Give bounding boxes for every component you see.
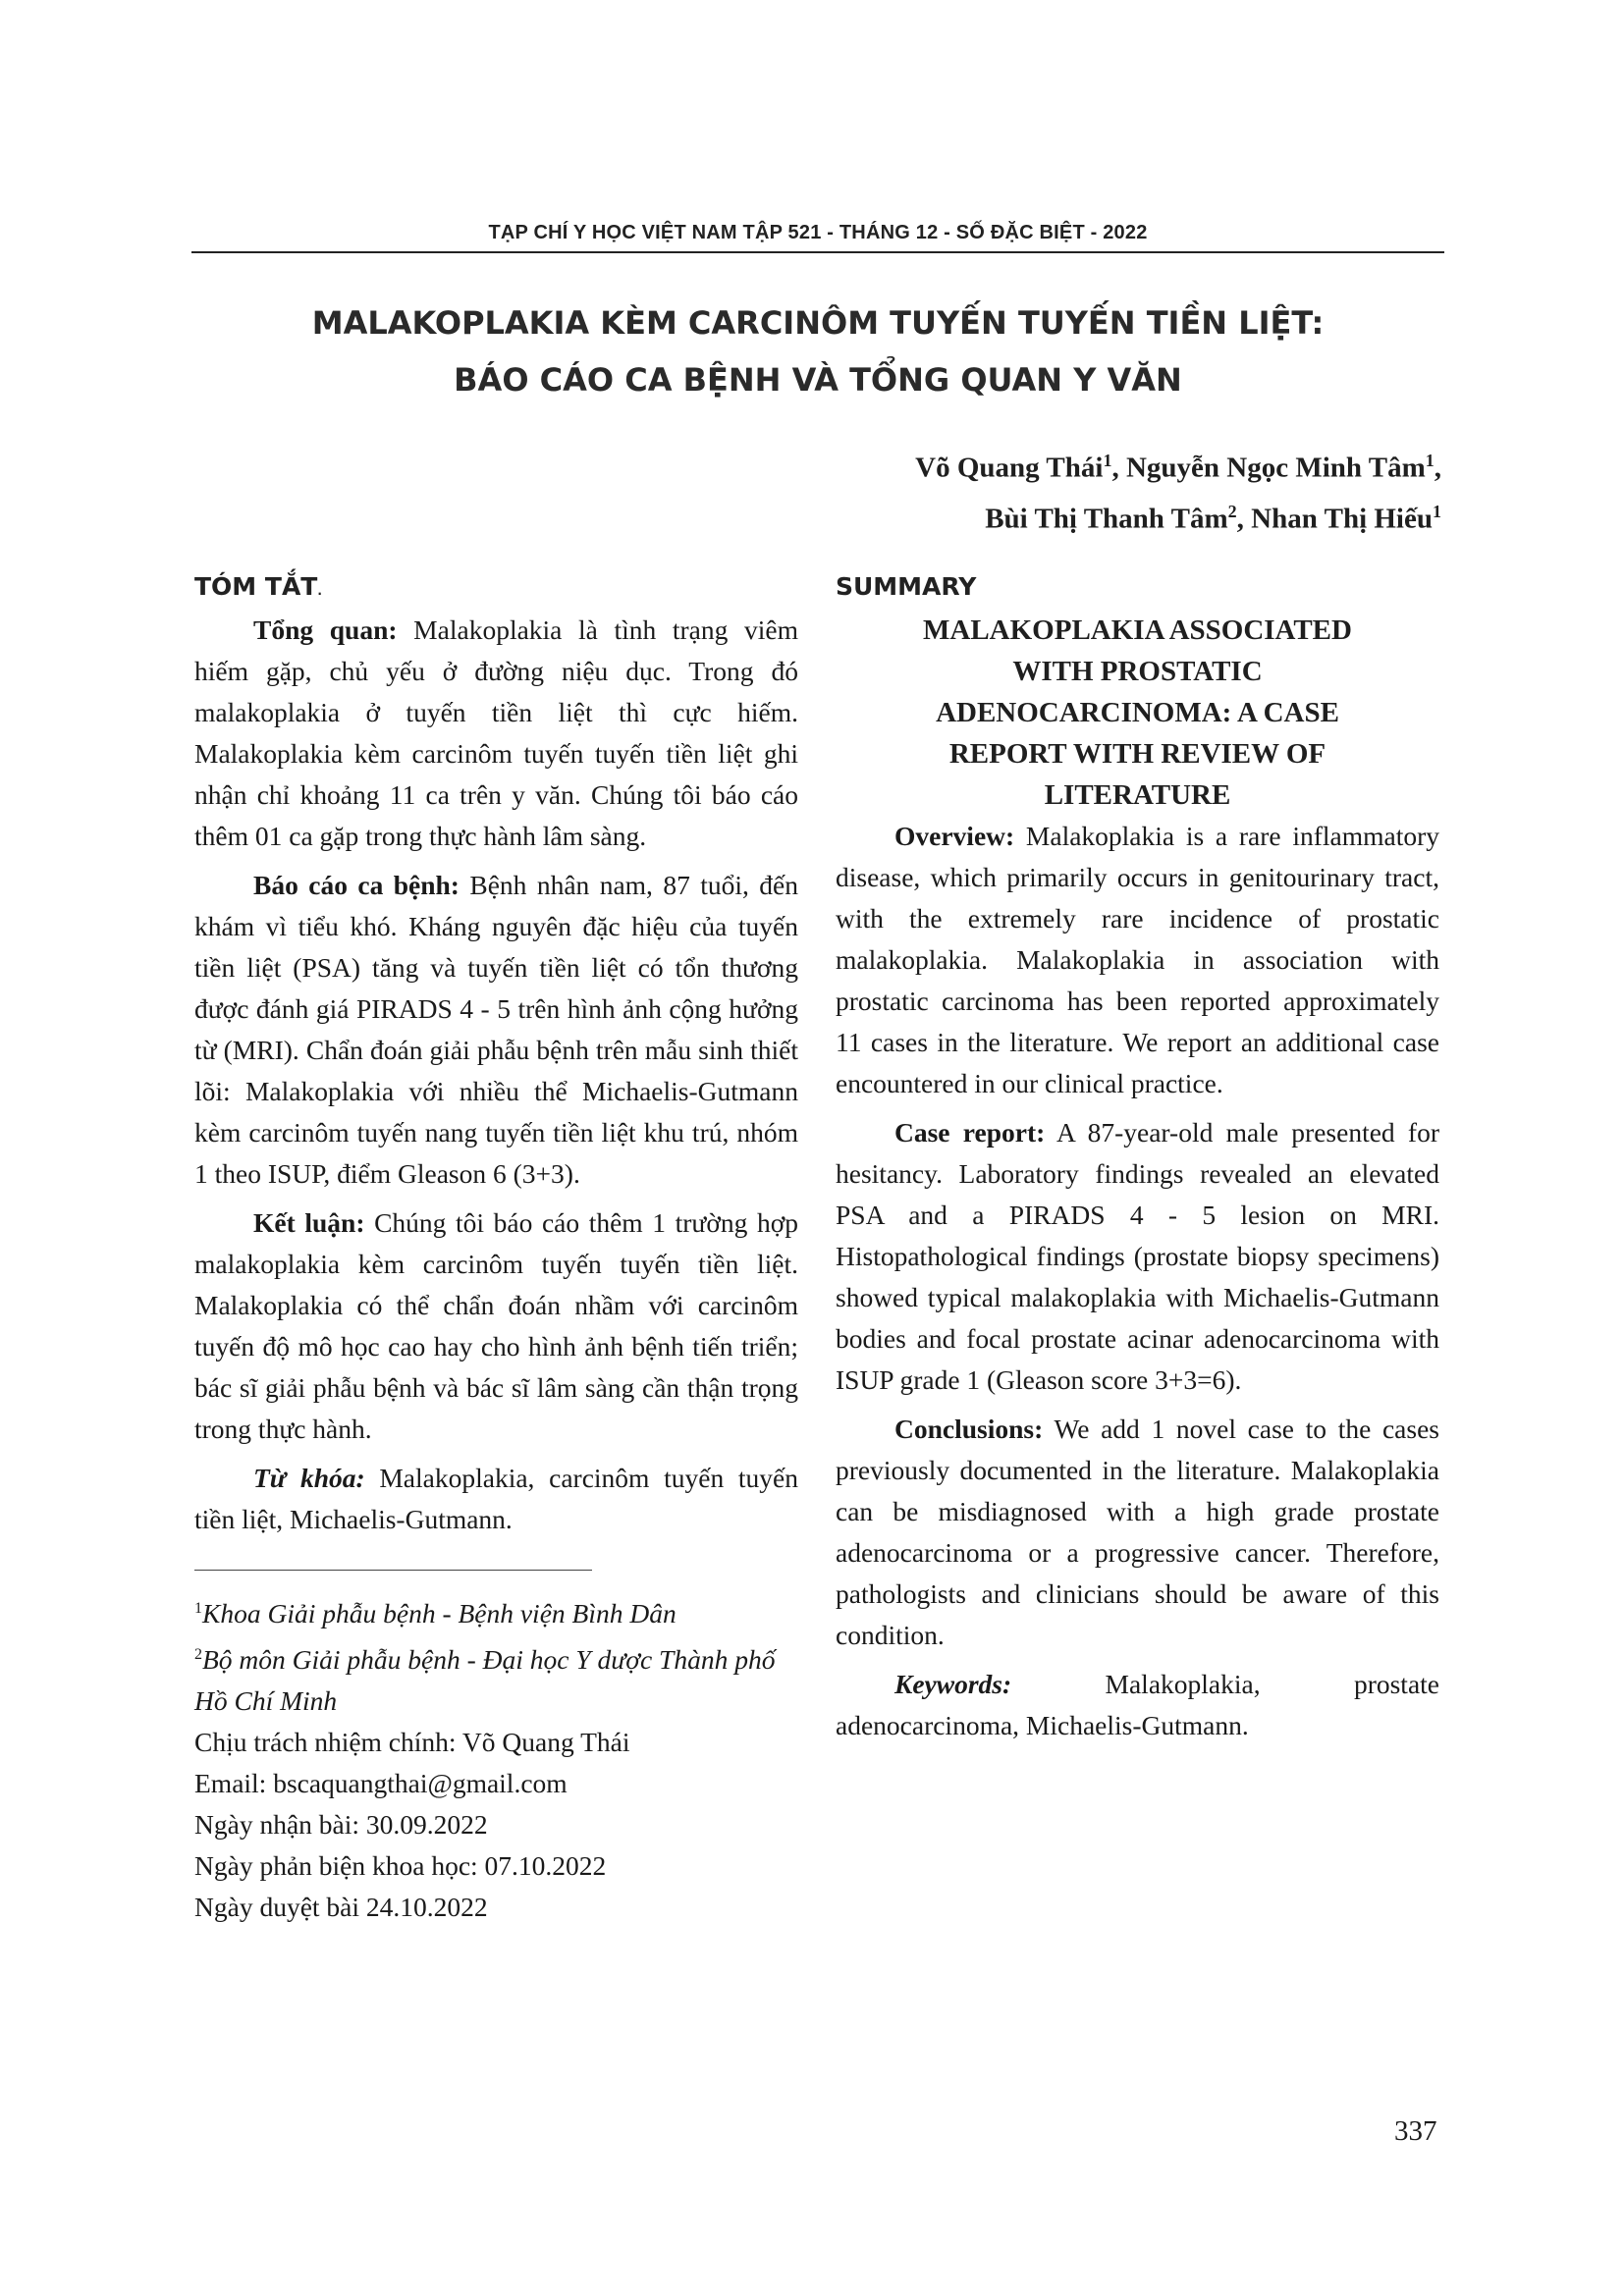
header-rule xyxy=(191,251,1444,253)
paragraph-label: Overview: xyxy=(894,821,1015,851)
title-line-1: MALAKOPLAKIA KÈM CARCINÔM TUYẾN TUYẾN TIỀN LIỆT: xyxy=(311,304,1325,342)
vietnamese-abstract-column xyxy=(194,564,798,1928)
footnote-email: Email: bscaquangthai@gmail.com xyxy=(194,1768,568,1799)
paragraph-text: Malakoplakia là tình trạng viêm hiếm gặp, chủ yếu ở đường niệu dục. Trong đó malakoplakia ở tuyến tiền liệt thì cực hiếm. Malakoplakia kèm carcinôm tuyến tuyến tiền liệt ghi nhận chỉ khoảng 11 ca trên y văn. Chúng tôi báo cáo thêm 01 ca gặp trong thực hành lâm sàng. xyxy=(194,614,798,851)
footnote-received-date: Ngày nhận bài: 30.09.2022 xyxy=(194,1809,488,1841)
author-name: Bùi Thị Thanh Tâm xyxy=(985,503,1228,535)
footnote-text: Bộ môn Giải phẫu bệnh - Đại học Y dược Thành phố Hồ Chí Minh xyxy=(194,1644,776,1717)
paragraph-text: Malakoplakia, prostate adenocarcinoma, Michaelis-Gutmann. xyxy=(836,1669,1439,1740)
author-affiliation: 1 xyxy=(1425,451,1435,470)
author-name: Võ Quang Thái xyxy=(915,452,1104,484)
abstract-paragraph-overview xyxy=(194,610,798,857)
paragraph-label: Tổng quan: xyxy=(253,614,398,645)
section-heading-text: TÓM TẮT xyxy=(194,572,318,601)
paragraph-label: Báo cáo ca bệnh: xyxy=(253,870,460,900)
english-summary-column xyxy=(836,564,1439,1754)
footnote-responsible: Chịu trách nhiệm chính: Võ Quang Thái xyxy=(194,1727,630,1758)
paragraph-text: Malakoplakia, carcinôm tuyến tuyến tiền liệt, Michaelis-Gutmann. xyxy=(194,1463,798,1534)
paragraph-text: Bệnh nhân nam, 87 tuổi, đến khám vì tiểu khó. Kháng nguyên đặc hiệu của tuyến tiền liệt (PSA) tăng và tuyến tiền liệt có tổn thương được đánh giá PIRADS 4 - 5 trên hình ảnh cộng hưởng từ (MRI). Chẩn đoán giải phẫu bệnh trên mẫu sinh thiết lõi: Malakoplakia với nhiều thể Michaelis-Gutmann kèm carcinôm tuyến nang tuyến tiền liệt khu trú, nhóm 1 theo ISUP, điểm Gleason 6 (3+3). xyxy=(194,870,798,1189)
section-heading-tom-tat xyxy=(194,564,798,610)
paragraph-label: Từ khóa: xyxy=(253,1463,365,1493)
summary-paragraph-keywords xyxy=(836,1664,1439,1746)
footnote-affiliation-2 xyxy=(194,1634,798,1722)
paragraph-label: Case report: xyxy=(894,1117,1046,1148)
footnote-affiliation-1 xyxy=(194,1588,798,1634)
footnote-accepted-date: Ngày duyệt bài 24.10.2022 xyxy=(194,1892,488,1923)
author-separator: , xyxy=(1111,452,1126,484)
summary-title-line: REPORT WITH REVIEW OF xyxy=(948,738,1326,770)
author-affiliation: 1 xyxy=(1103,451,1112,470)
abstract-paragraph-keywords xyxy=(194,1458,798,1540)
author-separator: , xyxy=(1434,452,1441,484)
author-separator: , xyxy=(1236,503,1252,535)
abstract-paragraph-case xyxy=(194,865,798,1195)
section-heading-summary: SUMMARY xyxy=(836,572,977,601)
author-list xyxy=(915,439,1441,540)
summary-title-line: WITH PROSTATIC xyxy=(1012,656,1263,687)
abstract-paragraph-conclusion xyxy=(194,1202,798,1450)
summary-title xyxy=(836,610,1439,816)
author-affiliation: 1 xyxy=(1433,501,1441,521)
paragraph-text: Malakoplakia is a rare inflammatory disease, which primarily occurs in genitourinary tract, with the extremely rare incidence of prostatic malakoplakia. Malakoplakia in association with prostatic carcinoma has been reported approximately 11 cases in the literature. We report an additional case encountered in our clinical practice. xyxy=(836,821,1439,1098)
summary-title-line: ADENOCARCINOMA: A CASE xyxy=(936,697,1339,728)
author-affiliation: 2 xyxy=(1227,501,1237,521)
summary-title-line: LITERATURE xyxy=(1044,779,1231,811)
footnote-review-date: Ngày phản biện khoa học: 07.10.2022 xyxy=(194,1850,607,1882)
title-line-2: BÁO CÁO CA BỆNH VÀ TỔNG QUAN Y VĂN xyxy=(454,361,1182,399)
page-number: 337 xyxy=(1394,2115,1437,2147)
paragraph-label: Kết luận: xyxy=(253,1207,365,1238)
paragraph-text: A 87-year-old male presented for hesitancy. Laboratory findings revealed an elevated PSA and a PIRADS 4 - 5 lesion on MRI. Histopathological findings (prostate biopsy specimens) showed typical malakoplakia with Michaelis-Gutmann bodies and focal prostate acinar adenocarcinoma with ISUP grade 1 (Gleason score 3+3=6). xyxy=(836,1117,1439,1395)
summary-paragraph-conclusions xyxy=(836,1409,1439,1656)
paragraph-text: Chúng tôi báo cáo thêm 1 trường hợp malakoplakia kèm carcinôm tuyến tuyến tiền liệt. Malakoplakia có thể chẩn đoán nhầm với carcinôm tuyến độ mô học cao hay cho hình ảnh bệnh tiến triển; bác sĩ giải phẫu bệnh và bác sĩ lâm sàng cần thận trọng trong thực hành. xyxy=(194,1207,798,1444)
footnote-rule xyxy=(194,1570,592,1571)
summary-paragraph-case xyxy=(836,1112,1439,1401)
paragraph-label: Conclusions: xyxy=(894,1414,1044,1444)
journal-header: TẠP CHÍ Y HỌC VIỆT NAM TẬP 521 - THÁNG 12 - SỐ ĐẶC BIỆT - 2022 xyxy=(488,222,1148,243)
footnote-text: Khoa Giải phẫu bệnh - Bệnh viện Bình Dân xyxy=(202,1598,677,1629)
summary-title-line: MALAKOPLAKIA ASSOCIATED xyxy=(923,614,1352,646)
author-name: Nhan Thị Hiếu xyxy=(1251,503,1433,535)
footnote-number: 1 xyxy=(194,1600,202,1617)
summary-paragraph-overview xyxy=(836,816,1439,1104)
paragraph-label: Keywords: xyxy=(894,1669,1012,1699)
article-title xyxy=(191,294,1444,408)
author-name: Nguyễn Ngọc Minh Tâm xyxy=(1125,452,1426,484)
paragraph-text: We add 1 novel case to the cases previously documented in the literature. Malakoplakia can be misdiagnosed with a high grade prostate adenocarcinoma or a progressive cancer. Therefore, pathologists and clinicians should be aware of this condition. xyxy=(836,1414,1439,1650)
heading-dot: . xyxy=(317,584,322,598)
footnote-number: 2 xyxy=(194,1646,202,1664)
